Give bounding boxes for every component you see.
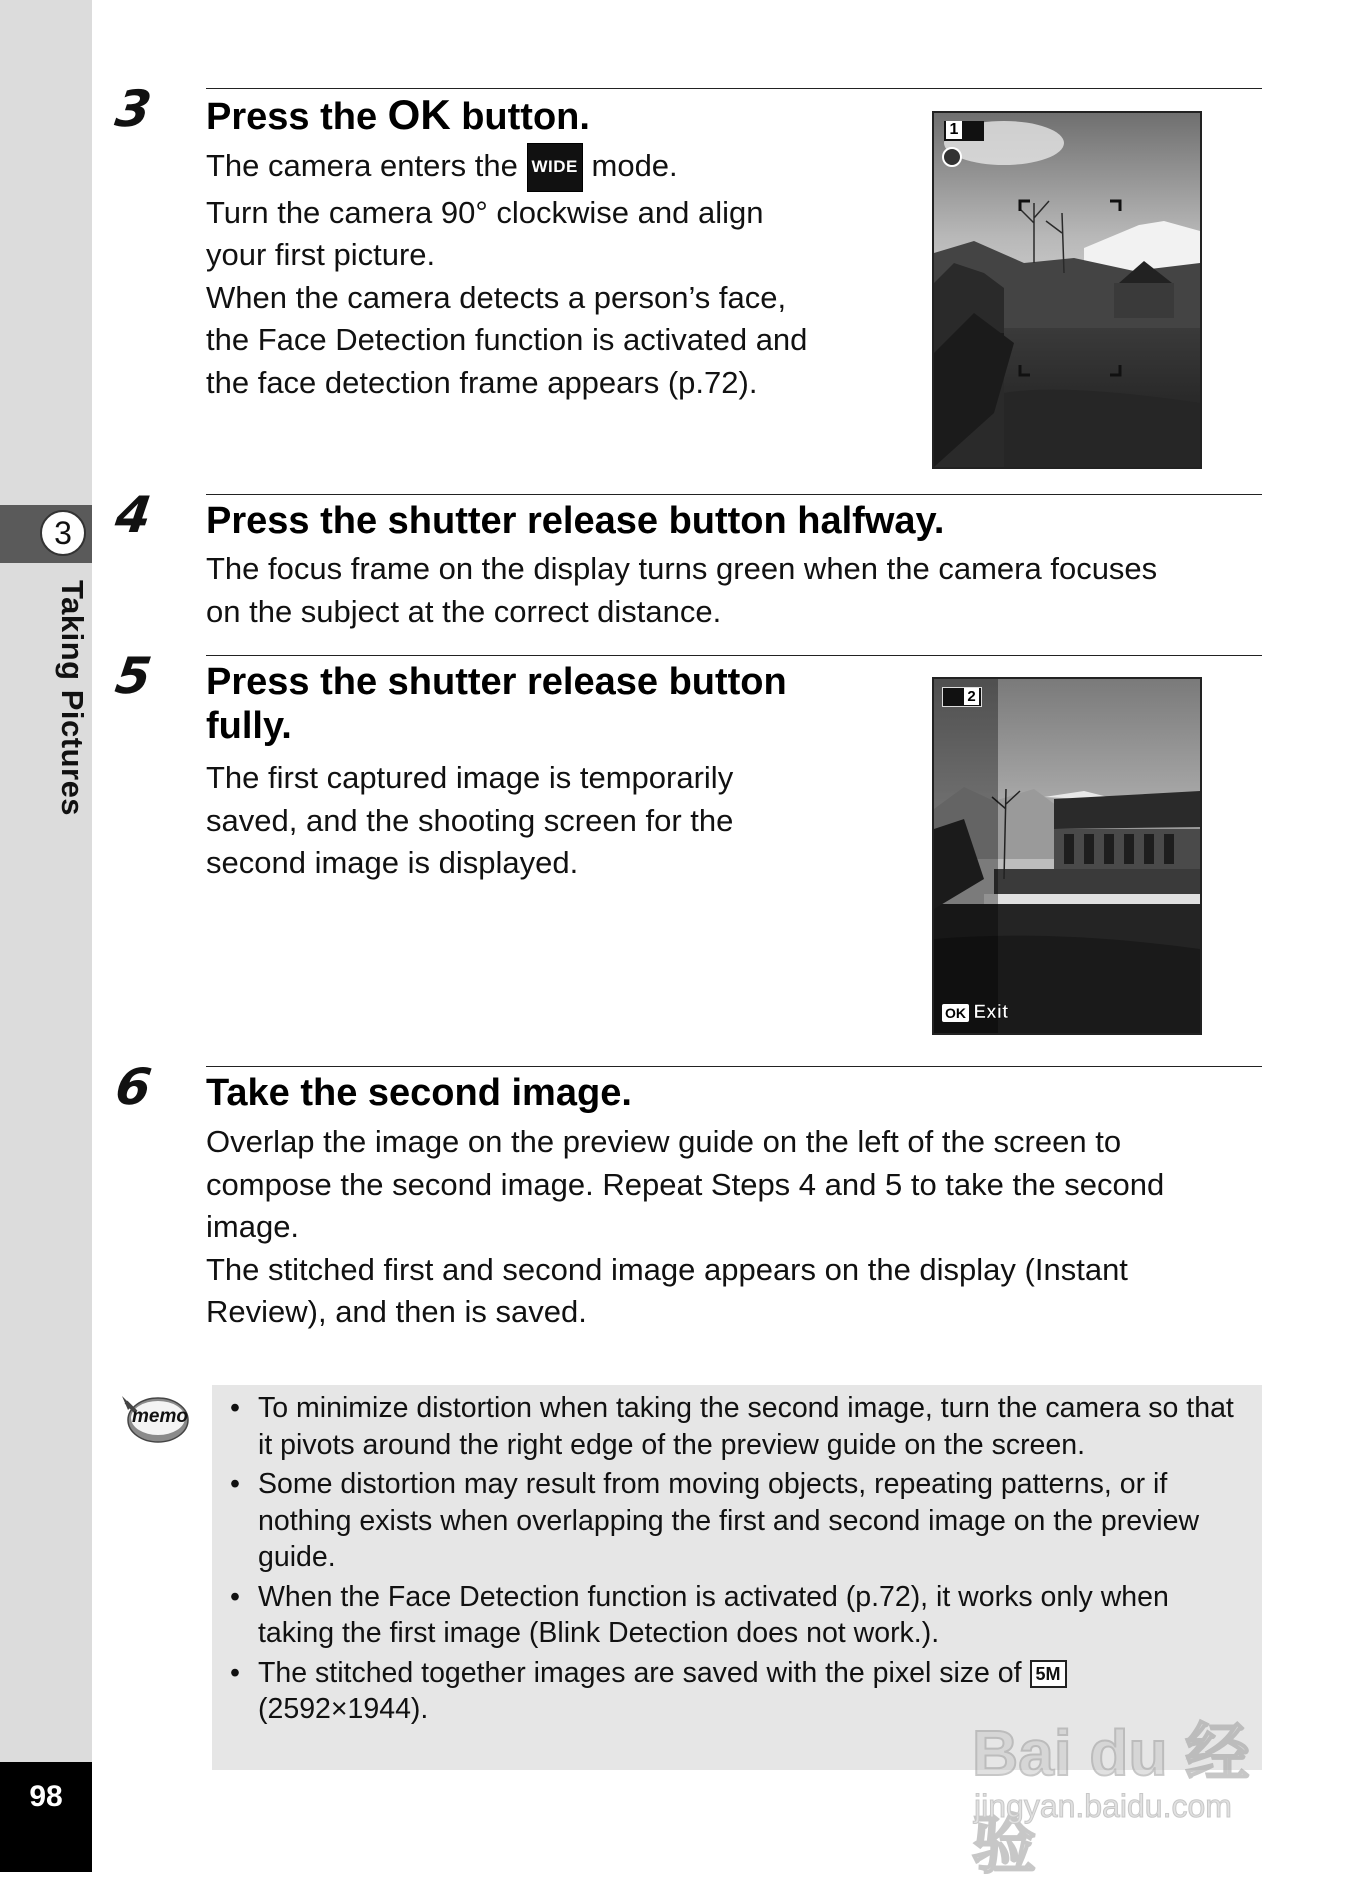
memo-item [228, 1390, 1248, 1463]
step-5-divider [206, 655, 1262, 656]
step-3-line-1 [206, 143, 866, 192]
memo-item-text-cont: (2592×1944). [258, 1693, 429, 1725]
step-3-camera-screen [932, 111, 1202, 469]
step-3-number: 3 [111, 80, 155, 138]
ok-button-glyph: OK [387, 91, 451, 138]
watermark-main: Bai du 经验 [972, 1717, 1250, 1881]
step-3-line-4: When the camera detects a person’s face, [206, 279, 787, 315]
step-5-screen-image [934, 679, 1200, 1033]
ok-key-badge: OK [942, 1004, 969, 1022]
step-3-divider [206, 88, 1262, 89]
step-6-line-5: Review), and then is saved. [206, 1294, 587, 1329]
step-4-title: Press the shutter release button halfway. [206, 500, 945, 542]
memo-icon [118, 1392, 190, 1449]
step-6-divider [206, 1066, 1262, 1067]
chapter-sidebar [0, 0, 92, 1872]
step-3-title-after: button. [450, 96, 590, 138]
step-3-title [206, 93, 590, 139]
step-4-body [206, 548, 1266, 633]
step-6-body [206, 1121, 1266, 1334]
memo-item-text: The stitched together images are saved with the pixel size of [258, 1656, 1030, 1689]
pixel-size-5m-icon: 5M [1030, 1660, 1067, 1688]
frame-counter-badge-2 [942, 687, 982, 707]
step-6-line-2: compose the second image. Repeat Steps 4 and 5 to take the second [206, 1166, 1165, 1202]
memo-item [228, 1466, 1248, 1576]
memo-item [228, 1579, 1248, 1652]
memo-item-text: When the Face Detection function is activated (p.72), it works only when taking the first image (Blink Detection does not work.). [258, 1580, 1169, 1649]
step-3-line-5: the Face Detection function is activated and [206, 322, 808, 357]
wide-mode-icon: WIDE [527, 143, 583, 192]
step-3-body [206, 143, 866, 404]
step-6-number: 6 [111, 1058, 155, 1116]
face-detection-frame [934, 113, 1200, 467]
step-3-line-3: your first picture. [206, 237, 436, 272]
chapter-number: 3 [40, 510, 86, 556]
frame-counter-number-2: 2 [964, 688, 979, 705]
step-5-title-line-1: Press the shutter release button [206, 661, 787, 703]
memo-bullet: • [230, 1656, 240, 1689]
page-number: 98 [0, 1762, 92, 1872]
step-6-line-1: Overlap the image on the preview guide on the left of the screen to [206, 1124, 1122, 1159]
step-4-line-2: on the subject at the correct distance. [206, 593, 722, 629]
step-3-line-2: Turn the camera 90° clockwise and align [206, 194, 764, 230]
watermark-sub: jingyan.baidu.com [974, 1788, 1232, 1824]
step-6-line-4: The stitched first and second image appears on the display (Instant [206, 1251, 1128, 1287]
exit-hint [942, 1002, 1008, 1024]
step-5-line-3: second image is displayed. [206, 845, 579, 880]
step-6-line-3: image. [206, 1209, 300, 1244]
step-3-line-6: the face detection frame appears (p.72). [206, 364, 758, 400]
memo-bullet: • [230, 1468, 240, 1500]
step-4-divider [206, 494, 1262, 495]
memo-bullet: • [230, 1392, 240, 1424]
baidu-watermark [972, 1702, 1292, 1881]
step-4-number: 4 [111, 486, 155, 544]
chapter-title: Taking Pictures [55, 580, 90, 817]
memo-item-text: Some distortion may result from moving objects, repeating patterns, or if nothing exists when overlapping the first and second image on the preview guide. [258, 1468, 1200, 1573]
step-6-title: Take the second image. [206, 1072, 632, 1114]
step-5-line-1: The first captured image is temporarily [206, 760, 734, 795]
memo-label: memo [132, 1406, 188, 1427]
step-5-number: 5 [111, 647, 155, 705]
step-3-line-1-after: mode. [582, 148, 678, 183]
step-5-camera-screen [932, 677, 1202, 1035]
step-5-title [206, 660, 866, 748]
step-3-line-1-before: The camera enters the [206, 148, 527, 183]
memo-item-text: To minimize distortion when taking the second image, turn the camera so that it pivots around the right edge of the preview guide on the screen. [258, 1392, 1234, 1461]
memo-bullet: • [230, 1580, 240, 1613]
step-5-body [206, 757, 866, 885]
step-5-title-line-2: fully. [206, 705, 292, 747]
memo-list [228, 1390, 1248, 1731]
step-3-title-before: Press the [206, 96, 388, 138]
frame-counter-number: 1 [946, 121, 962, 139]
step-5-line-2: saved, and the shooting screen for the [206, 802, 734, 838]
step-4-line-1: The focus frame on the display turns green when the camera focuses [206, 551, 1158, 586]
exit-label: Exit [973, 1002, 1009, 1023]
